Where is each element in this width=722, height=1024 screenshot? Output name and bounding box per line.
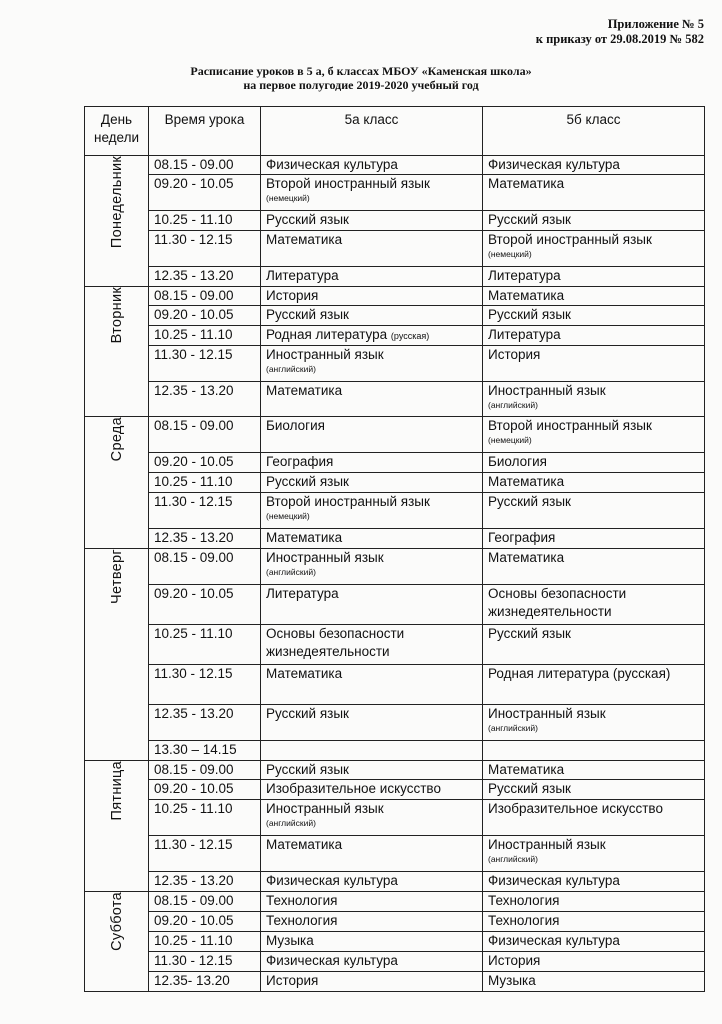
table-row xyxy=(85,156,705,175)
subject-name: Изобразительное искусство xyxy=(488,801,663,816)
subject-name: Математика xyxy=(488,474,565,489)
subject-name: История xyxy=(266,973,319,988)
subject-name: История xyxy=(488,347,541,362)
day-cell xyxy=(85,287,149,417)
subject-note: (немецкий) xyxy=(266,193,310,203)
table-row xyxy=(85,326,705,346)
lesson-time: 12.35 - 13.20 xyxy=(149,382,261,417)
subject-5b xyxy=(483,741,705,761)
subject-5a xyxy=(261,211,483,231)
subject-name: Иностранный язык xyxy=(488,706,606,721)
table-row xyxy=(85,741,705,761)
table-row xyxy=(85,175,705,211)
subject-5a xyxy=(261,175,483,211)
table-row xyxy=(85,836,705,872)
subject-name: Русский язык xyxy=(488,307,571,322)
subject-name: Иностранный язык xyxy=(488,383,606,398)
subject-5b xyxy=(483,912,705,932)
lesson-time: 09.20 - 10.05 xyxy=(149,585,261,625)
subject-name: Иностранный язык xyxy=(266,801,384,816)
table-row xyxy=(85,872,705,892)
lesson-time: 10.25 - 11.10 xyxy=(149,800,261,836)
subject-name: Литература xyxy=(488,327,561,342)
subject-name: Физическая культура xyxy=(266,953,398,968)
subject-name: Музыка xyxy=(266,933,314,948)
lesson-time: 08.15 - 09.00 xyxy=(149,287,261,306)
lesson-time: 08.15 - 09.00 xyxy=(149,892,261,912)
lesson-time: 11.30 - 12.15 xyxy=(149,836,261,872)
table-row xyxy=(85,800,705,836)
table-row xyxy=(85,892,705,912)
subject-5b xyxy=(483,932,705,952)
day-name: Вторник xyxy=(108,287,125,344)
subject-5b xyxy=(483,326,705,346)
lesson-time: 08.15 - 09.00 xyxy=(149,417,261,453)
lesson-time: 12.35 - 13.20 xyxy=(149,705,261,741)
subject-5a xyxy=(261,453,483,473)
subject-5b xyxy=(483,417,705,453)
subject-name: Технология xyxy=(488,913,560,928)
subject-name: Второй иностранный язык xyxy=(266,176,430,191)
subject-name: История xyxy=(266,288,319,303)
subject-name: Математика xyxy=(266,232,343,247)
subject-name: История xyxy=(488,953,541,968)
table-row xyxy=(85,231,705,267)
table-row xyxy=(85,912,705,932)
subject-5b xyxy=(483,267,705,287)
document-title xyxy=(0,64,722,92)
subject-5b xyxy=(483,175,705,211)
subject-5b xyxy=(483,473,705,493)
day-cell xyxy=(85,156,149,287)
subject-5a xyxy=(261,705,483,741)
subject-name: Основы безопасности жизнедеятельности xyxy=(488,586,627,619)
table-row xyxy=(85,473,705,493)
order-reference: к приказу от 29.08.2019 № 582 xyxy=(535,32,704,46)
subject-5a xyxy=(261,306,483,326)
lesson-time: 10.25 - 11.10 xyxy=(149,211,261,231)
lesson-time: 08.15 - 09.00 xyxy=(149,156,261,175)
lesson-time: 12.35 - 13.20 xyxy=(149,872,261,892)
subject-5a xyxy=(261,836,483,872)
subject-5b xyxy=(483,493,705,529)
subject-5b xyxy=(483,836,705,872)
subject-note: (английский) xyxy=(488,400,538,410)
subject-name: Физическая культура xyxy=(488,933,620,948)
subject-note: (английский) xyxy=(266,364,316,374)
subject-5b xyxy=(483,892,705,912)
lesson-time: 11.30 - 12.15 xyxy=(149,346,261,382)
subject-5b xyxy=(483,156,705,175)
subject-5a xyxy=(261,952,483,972)
day-name: Суббота xyxy=(108,892,125,951)
subject-5a xyxy=(261,417,483,453)
subject-5a xyxy=(261,780,483,800)
subject-name: Основы безопасности жизнедеятельности xyxy=(266,626,405,659)
subject-5a xyxy=(261,267,483,287)
subject-name: Литература xyxy=(266,268,339,283)
subject-5a xyxy=(261,382,483,417)
subject-name: Русский язык xyxy=(488,494,571,509)
subject-name: Математика xyxy=(488,762,565,777)
appendix-number: Приложение № 5 xyxy=(607,17,704,31)
day-name: Среда xyxy=(108,417,125,462)
subject-5a xyxy=(261,912,483,932)
subject-name: Иностранный язык xyxy=(266,347,384,362)
lesson-time: 08.15 - 09.00 xyxy=(149,549,261,585)
subject-name: Биология xyxy=(266,418,325,433)
schedule-table xyxy=(84,106,705,992)
lesson-time: 10.25 - 11.10 xyxy=(149,473,261,493)
table-row xyxy=(85,932,705,952)
table-header-row xyxy=(85,107,705,156)
subject-5a xyxy=(261,231,483,267)
schedule-body xyxy=(85,156,705,992)
subject-name: Родная литература xyxy=(266,327,388,342)
subject-5b xyxy=(483,231,705,267)
table-row xyxy=(85,417,705,453)
lesson-time: 11.30 - 12.15 xyxy=(149,493,261,529)
subject-5a xyxy=(261,549,483,585)
subject-5b xyxy=(483,952,705,972)
day-name: Четверг xyxy=(108,549,125,604)
subject-5a xyxy=(261,156,483,175)
lesson-time: 12.35 - 13.20 xyxy=(149,267,261,287)
subject-5a xyxy=(261,872,483,892)
table-row xyxy=(85,211,705,231)
table-row xyxy=(85,529,705,549)
table-row xyxy=(85,972,705,992)
subject-name: Русский язык xyxy=(266,212,349,227)
subject-name: Второй иностранный язык xyxy=(488,418,652,433)
subject-name: Литература xyxy=(488,268,561,283)
subject-name: Иностранный язык xyxy=(266,550,384,565)
table-row xyxy=(85,549,705,585)
table-row xyxy=(85,306,705,326)
subject-name: Русский язык xyxy=(266,706,349,721)
subject-name: Математика xyxy=(266,837,343,852)
table-row xyxy=(85,780,705,800)
subject-5b xyxy=(483,872,705,892)
subject-5b xyxy=(483,306,705,326)
lesson-time: 10.25 - 11.10 xyxy=(149,625,261,665)
subject-5a xyxy=(261,585,483,625)
lesson-time: 09.20 - 10.05 xyxy=(149,453,261,473)
subject-5b xyxy=(483,705,705,741)
subject-5a xyxy=(261,665,483,705)
day-name: Пятница xyxy=(108,761,125,821)
subject-5b xyxy=(483,665,705,705)
day-cell xyxy=(85,892,149,992)
lesson-time: 10.25 - 11.10 xyxy=(149,326,261,346)
subject-5b xyxy=(483,625,705,665)
lesson-time: 08.15 - 09.00 xyxy=(149,761,261,780)
subject-5a xyxy=(261,346,483,382)
subject-note: (английский) xyxy=(488,854,538,864)
day-cell xyxy=(85,417,149,549)
table-row xyxy=(85,382,705,417)
table-row xyxy=(85,453,705,473)
lesson-time: 09.20 - 10.05 xyxy=(149,912,261,932)
subject-name: Физическая культура xyxy=(488,873,620,888)
subject-note: (немецкий) xyxy=(266,511,310,521)
subject-5a xyxy=(261,287,483,306)
title-line-2: на первое полугодие 2019-2020 учебный год xyxy=(243,78,479,92)
subject-5b xyxy=(483,382,705,417)
subject-5b xyxy=(483,529,705,549)
table-row xyxy=(85,346,705,382)
subject-name: Математика xyxy=(488,176,565,191)
table-row xyxy=(85,952,705,972)
subject-5a xyxy=(261,800,483,836)
subject-5b xyxy=(483,780,705,800)
subject-name: Физическая культура xyxy=(266,873,398,888)
day-cell xyxy=(85,549,149,761)
subject-name: Технология xyxy=(266,893,338,908)
subject-5b xyxy=(483,287,705,306)
subject-5a xyxy=(261,972,483,992)
subject-5a xyxy=(261,493,483,529)
header-day: День недели xyxy=(85,107,149,156)
day-cell xyxy=(85,761,149,892)
subject-name: Второй иностранный язык xyxy=(488,232,652,247)
subject-note: (английский) xyxy=(266,818,316,828)
lesson-time: 12.35 - 13.20 xyxy=(149,529,261,549)
table-row xyxy=(85,493,705,529)
title-line-1: Расписание уроков в 5 а, б классах МБОУ «Каменская школа» xyxy=(190,64,532,78)
subject-5b xyxy=(483,549,705,585)
subject-name: Математика xyxy=(266,383,343,398)
subject-name: Математика xyxy=(488,288,565,303)
subject-name: Русский язык xyxy=(488,212,571,227)
subject-5b xyxy=(483,211,705,231)
header-class-5a: 5а класс xyxy=(261,107,483,156)
appendix-header xyxy=(536,17,704,47)
subject-name: Второй иностранный язык xyxy=(266,494,430,509)
table-row xyxy=(85,287,705,306)
subject-name: Биология xyxy=(488,454,547,469)
subject-5a xyxy=(261,892,483,912)
subject-name: Физическая культура xyxy=(266,157,398,172)
subject-name: Математика xyxy=(266,666,343,681)
subject-5a xyxy=(261,761,483,780)
subject-5b xyxy=(483,800,705,836)
subject-note: (английский) xyxy=(488,723,538,733)
table-row xyxy=(85,665,705,705)
header-time: Время урока xyxy=(149,107,261,156)
subject-5a xyxy=(261,473,483,493)
lesson-time: 13.30 – 14.15 xyxy=(149,741,261,761)
day-name: Понедельник xyxy=(108,156,125,249)
subject-5a xyxy=(261,529,483,549)
subject-name: Русский язык xyxy=(266,307,349,322)
subject-5b xyxy=(483,585,705,625)
subject-name: Русский язык xyxy=(266,762,349,777)
subject-name: Русский язык xyxy=(488,781,571,796)
subject-name: Физическая культура xyxy=(488,157,620,172)
subject-name: Иностранный язык xyxy=(488,837,606,852)
subject-name: Русский язык xyxy=(266,474,349,489)
subject-note: (русская) xyxy=(390,331,430,341)
subject-name: География xyxy=(266,454,334,469)
subject-name: Математика xyxy=(266,530,343,545)
subject-name: Технология xyxy=(266,913,338,928)
subject-name: Литература xyxy=(266,586,339,601)
table-row xyxy=(85,625,705,665)
table-row xyxy=(85,761,705,780)
lesson-time: 12.35- 13.20 xyxy=(149,972,261,992)
subject-5b xyxy=(483,346,705,382)
subject-note: (немецкий) xyxy=(488,249,532,259)
subject-5a xyxy=(261,932,483,952)
subject-name: Родная литература (русская) xyxy=(488,666,671,681)
table-row xyxy=(85,585,705,625)
subject-name: Музыка xyxy=(488,973,536,988)
subject-5a xyxy=(261,625,483,665)
lesson-time: 09.20 - 10.05 xyxy=(149,306,261,326)
subject-5b xyxy=(483,972,705,992)
subject-5b xyxy=(483,453,705,473)
subject-5a xyxy=(261,741,483,761)
lesson-time: 09.20 - 10.05 xyxy=(149,780,261,800)
subject-5b xyxy=(483,761,705,780)
subject-note: (немецкий) xyxy=(488,435,532,445)
subject-note: (английский) xyxy=(266,567,316,577)
subject-name: Русский язык xyxy=(488,626,571,641)
lesson-time: 10.25 - 11.10 xyxy=(149,932,261,952)
lesson-time: 09.20 - 10.05 xyxy=(149,175,261,211)
subject-name: Изобразительное искусство xyxy=(266,781,441,796)
lesson-time: 11.30 - 12.15 xyxy=(149,231,261,267)
header-class-5b: 5б класс xyxy=(483,107,705,156)
subject-name: География xyxy=(488,530,556,545)
table-row xyxy=(85,705,705,741)
subject-name: Математика xyxy=(488,550,565,565)
lesson-time: 11.30 - 12.15 xyxy=(149,952,261,972)
lesson-time: 11.30 - 12.15 xyxy=(149,665,261,705)
subject-name: Технология xyxy=(488,893,560,908)
table-row xyxy=(85,267,705,287)
subject-5a xyxy=(261,326,483,346)
